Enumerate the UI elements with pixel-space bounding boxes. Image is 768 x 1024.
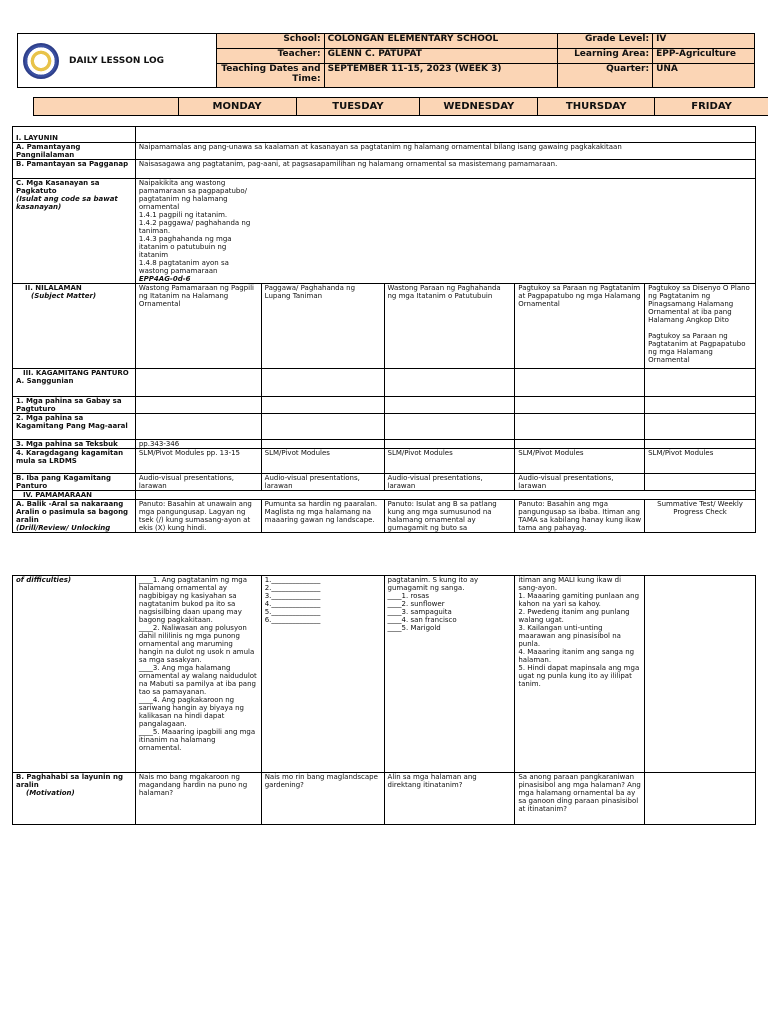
kagamitan-mon bbox=[135, 369, 261, 397]
kasanayan-text: Naipakikita ang wastong pamamaraan sa pagpapatubo/ pagtatanim ng halamang ornamental 1.4.1 pagpili ng itatanim. 1.4.2 paggawa/ paghahanda ng taniman. 1.4.3 paghahanda ng mga itatanim o patutubuin ng itatanim 1.4.8 pagtatanim ayon sa wastong pamamaraan bbox=[138, 179, 251, 275]
grade-label: Grade Level: bbox=[558, 34, 653, 49]
area-value: EPP-Agriculture bbox=[653, 48, 755, 63]
kagamitan-label-cell bbox=[13, 369, 136, 397]
document-title: DAILY LESSON LOG bbox=[69, 55, 164, 66]
kagamitan-thu bbox=[515, 369, 645, 397]
teksbuk-fri bbox=[645, 440, 756, 449]
paghahabi-friday bbox=[645, 773, 756, 825]
paghahabi-monday: Nais mo bang mgakaroon ng magandang hardin na puno ng halaman? bbox=[135, 773, 261, 825]
teksbuk-tue bbox=[261, 440, 384, 449]
balik-aral-items-friday bbox=[645, 576, 756, 773]
balik-aral-items-wednesday: pagtatanim. S kung ito ay gumagamit ng sanga. ____1. rosas ____2. sunflower ____3. sampaguita ____4. san francisco ____5. Marigold bbox=[384, 576, 515, 773]
paghahabi-label-cell bbox=[13, 773, 136, 825]
teksbuk-wed bbox=[384, 440, 515, 449]
gabay-mon bbox=[135, 397, 261, 414]
balik-aral-label-cell bbox=[13, 500, 136, 533]
dates-value: SEPTEMBER 11-15, 2023 (WEEK 3) bbox=[324, 63, 558, 87]
pamamaraan-title: IV. PAMAMARAAN bbox=[13, 491, 136, 500]
nilalaman-wednesday: Wastong Paraan ng Paghahanda ng mga Itatanim o Patutubuin bbox=[384, 284, 515, 369]
balik-aral-label: A. Balik -Aral sa nakaraang Aralin o pasimula sa bagong aralin bbox=[16, 500, 129, 524]
mag-aaral-thu bbox=[515, 414, 645, 440]
gabay-tue bbox=[261, 397, 384, 414]
dates-label: Teaching Dates and Time: bbox=[216, 63, 324, 87]
lesson-grid-page-1 bbox=[12, 126, 756, 533]
teacher-label: Teacher: bbox=[216, 48, 324, 63]
kagamitan-fri bbox=[645, 369, 756, 397]
teksbuk-pages: pp.343-346 bbox=[135, 440, 261, 449]
mag-aaral-wed bbox=[384, 414, 515, 440]
paghahabi-wednesday: Alin sa mga halaman ang direktang itinatanim? bbox=[384, 773, 515, 825]
paghahabi-tuesday: Nais mo rin bang maglandscape gardening? bbox=[261, 773, 384, 825]
kasanayan-label: C. Mga Kasanayan sa Pagkatuto bbox=[16, 179, 100, 195]
gabay-wed bbox=[384, 397, 515, 414]
pamantayang-pangnilalaman-text: Naipamamalas ang pang-unawa sa kaalaman at kasanayan sa pagtatanim ng halamang ornamental bilang isang gawaing pagkakakitaan bbox=[135, 143, 755, 160]
balik-aral-tuesday: Pumunta sa hardin ng paaralan. Maglista ng mga halamang na maaaring gawan ng landscape. bbox=[261, 500, 384, 533]
lrdms-tuesday: SLM/Pivot Modules bbox=[261, 449, 384, 474]
pamantayang-pangnilalaman-label: A. Pamantayang Pangnilalaman bbox=[13, 143, 136, 160]
balik-aral-note: (Drill/Review/ Unlocking bbox=[16, 524, 111, 532]
day-tuesday: TUESDAY bbox=[296, 98, 420, 116]
quarter-label: Quarter: bbox=[558, 63, 653, 87]
gabay-thu bbox=[515, 397, 645, 414]
teksbuk-thu bbox=[515, 440, 645, 449]
nilalaman-thursday: Pagtukoy sa Paraan ng Pagtatanim at Pagpapatubo ng mga Halamang Ornamental bbox=[515, 284, 645, 369]
kagamitan-title: III. KAGAMITANG PANTURO bbox=[23, 369, 129, 377]
balik-aral-items-tuesday: 1.______________ 2.______________ 3.______________ 4.______________ 5.______________ 6.______________ bbox=[261, 576, 384, 773]
balik-aral-friday: Summative Test/ Weekly Progress Check bbox=[645, 500, 756, 533]
day-friday: FRIDAY bbox=[655, 98, 768, 116]
school-value: COLONGAN ELEMENTARY SCHOOL bbox=[324, 34, 558, 49]
day-wednesday: WEDNESDAY bbox=[420, 98, 538, 116]
nilalaman-friday: Pagtukoy sa Disenyo O Plano ng Pagtatanim ng Pinagsamang Halamang Ornamental at iba pang Halamang Angkop Dito Pagtukoy sa Paraan ng Pagtatanim at Pagpapatubo ng mga Halamang Ornamental bbox=[645, 284, 756, 369]
kasanayan-note: (Isulat ang code sa bawat kasanayan) bbox=[16, 195, 118, 211]
balik-aral-note-cont: of difficulties) bbox=[13, 576, 136, 773]
gabay-label: 1. Mga pahina sa Gabay sa Pagtuturo bbox=[13, 397, 136, 414]
kagamitan-tue bbox=[261, 369, 384, 397]
area-label: Learning Area: bbox=[558, 48, 653, 63]
days-header bbox=[33, 97, 768, 116]
iba-friday bbox=[645, 474, 756, 491]
balik-aral-wednesday: Panuto: Isulat ang B sa patlang kung ang mga sumusunod na halamang ornamental ay gumagamit ng buto sa bbox=[384, 500, 515, 533]
kagamitang-mag-aaral-label: 2. Mga pahina sa Kagamitang Pang Mag-aaral bbox=[13, 414, 136, 440]
day-thursday: THURSDAY bbox=[538, 98, 655, 116]
lrdms-wednesday: SLM/Pivot Modules bbox=[384, 449, 515, 474]
day-monday: MONDAY bbox=[178, 98, 296, 116]
sanggunian-label: A. Sanggunian bbox=[16, 377, 74, 385]
nilalaman-label-cell bbox=[13, 284, 136, 369]
teacher-value: GLENN C. PATUPAT bbox=[324, 48, 558, 63]
pamantayan-pagganap-label: B. Pamantayan sa Pagganap bbox=[13, 160, 136, 179]
grade-value: IV bbox=[653, 34, 755, 49]
lesson-grid-page-2 bbox=[12, 575, 756, 825]
logo-cell bbox=[18, 34, 217, 88]
iba-thursday: Audio-visual presentations, larawan bbox=[515, 474, 645, 491]
school-label: School: bbox=[216, 34, 324, 49]
section-layunin-title: I. LAYUNIN bbox=[13, 127, 136, 143]
balik-aral-monday: Panuto: Basahin at unawain ang mga pangungusap. Lagyan ng tsek (/) kung sumasang-ayon at ekis (X) kung hindi. bbox=[135, 500, 261, 533]
lrdms-monday: SLM/Pivot Modules pp. 13-15 bbox=[135, 449, 261, 474]
deped-seal-icon bbox=[23, 43, 59, 79]
balik-aral-thursday: Panuto: Basahin ang mga pangungusap sa ibaba. Itiman ang TAMA sa kabilang hanay kung ikaw tama ang pahayag. bbox=[515, 500, 645, 533]
iba-pang-kagamitan-label: B. Iba pang Kagamitang Panturo bbox=[13, 474, 136, 491]
gabay-fri bbox=[645, 397, 756, 414]
kagamitan-wed bbox=[384, 369, 515, 397]
lrdms-thursday: SLM/Pivot Modules bbox=[515, 449, 645, 474]
paghahabi-thursday: Sa anong paraan pangkaraniwan pinasisibol ang mga halaman? Ang mga halamang ornamental ba ay sa ganoon ding paraan pinasisibol at itinatanim? bbox=[515, 773, 645, 825]
nilalaman-title: II. NILALAMAN bbox=[25, 284, 82, 292]
kasanayan-cell bbox=[135, 179, 755, 284]
mag-aaral-mon bbox=[135, 414, 261, 440]
paghahabi-label: B. Paghahabi sa layunin ng aralin bbox=[16, 773, 123, 789]
kasanayan-label-cell bbox=[13, 179, 136, 284]
iba-monday: Audio-visual presentations, larawan bbox=[135, 474, 261, 491]
balik-aral-items-thursday: itiman ang MALI kung ikaw di sang-ayon. 1. Maaaring gamiting punlaan ang kahon na yari sa kahoy. 2. Pwedeng itanim ang punlang walang ugat. 3. Kailangan unti-unting maarawan ang pinasisibol na punla. 4. Maaaring itanim ang sanga ng halaman. 5. Hindi dapat mapinsala ang mga ugat ng punla kung ito ay ililipat tanim. bbox=[515, 576, 645, 773]
pamantayan-pagganap-text: Naisasagawa ang pagtatanim, pag-aani, at pagsasapamilihan ng halamang ornamental sa masistemang pamamaraan. bbox=[135, 160, 755, 179]
iba-tuesday: Audio-visual presentations, larawan bbox=[261, 474, 384, 491]
nilalaman-tuesday: Paggawa/ Paghahanda ng Lupang Taniman bbox=[261, 284, 384, 369]
balik-aral-items-monday: ____1. Ang pagtatanim ng mga halamang ornamental ay nagbibigay ng kasiyahan sa nagtatanim bukod pa ito sa nagsisilbing daan upang may bagong pagkakitaan. ____2. Naliwasan ang polusyon dahil nililinis ng mga punong ornamental ang maruming hangin na dulot ng usok n amula sa mga sasakyan. ____3. Ang mga halamang ornamental ay walang naidudulot na Mabuti sa pamilya at iba pang tao sa pamayanan. ____4. Ang pagkakaroon ng sariwang hangin ay biyaya ng kalikasan na hindi dapat pangalagaan. ____5. Maaaring ipagbili ang mga itinanim na halamang ornamental. bbox=[135, 576, 261, 773]
teksbuk-label: 3. Mga pahina sa Teksbuk bbox=[13, 440, 136, 449]
lrdms-friday: SLM/Pivot Modules bbox=[645, 449, 756, 474]
mag-aaral-fri bbox=[645, 414, 756, 440]
header-table bbox=[17, 33, 755, 88]
layunin-blank bbox=[135, 127, 755, 143]
nilalaman-note: (Subject Matter) bbox=[31, 292, 97, 300]
iba-wednesday: Audio-visual presentations, larawan bbox=[384, 474, 515, 491]
lrdms-label: 4. Karagdagang kagamitan mula sa LRDMS bbox=[13, 449, 136, 474]
nilalaman-monday: Wastong Pamamaraan ng Pagpili ng Itatanim na Halamang Ornamental bbox=[135, 284, 261, 369]
days-blank-cell bbox=[34, 98, 179, 116]
pamamaraan-blank bbox=[135, 491, 755, 500]
kasanayan-code: EPP4AG-0d-6 bbox=[138, 275, 191, 283]
mag-aaral-tue bbox=[261, 414, 384, 440]
quarter-value: UNA bbox=[653, 63, 755, 87]
paghahabi-note: (Motivation) bbox=[26, 789, 75, 797]
kasanayan-text-wrap bbox=[139, 179, 257, 275]
